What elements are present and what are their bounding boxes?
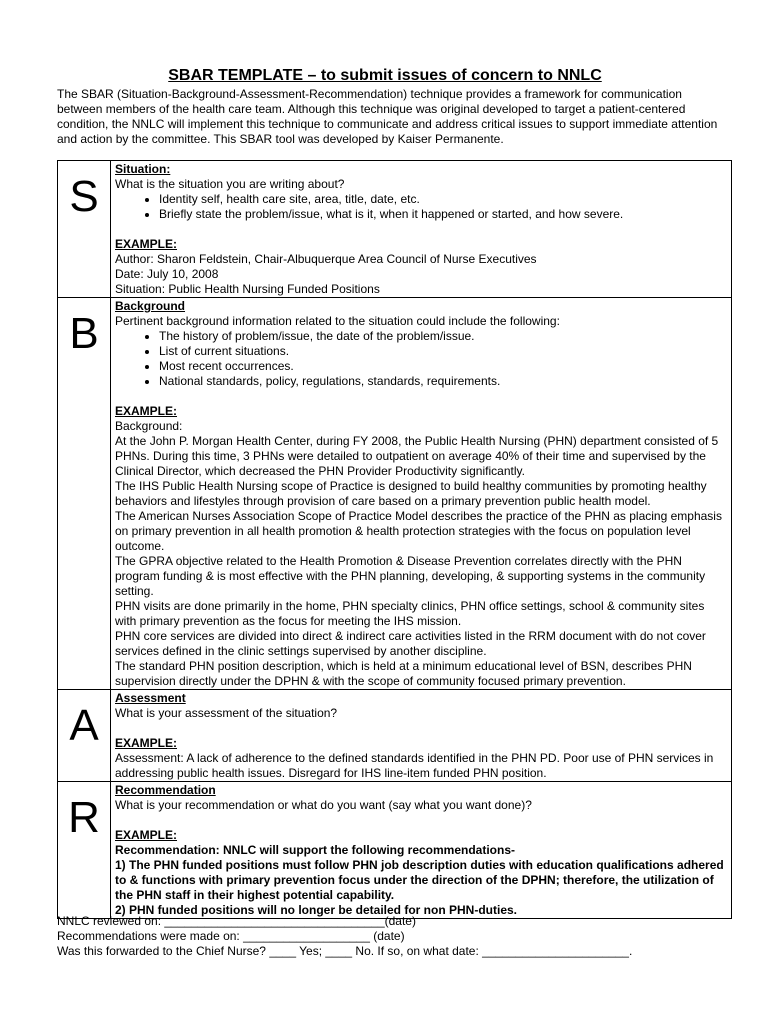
situation-question: What is the situation you are writing about?	[115, 177, 345, 191]
list-item: • List of current situations.	[159, 344, 727, 359]
assessment-letter: A	[58, 690, 111, 782]
situation-example-line: Situation: Public Health Nursing Funded Positions	[115, 282, 380, 296]
situation-heading: Situation:	[115, 162, 171, 176]
background-example-line: The standard PHN position description, which is held at a minimum educational level of BSN, describes PHN supervision directly under the DPHN & with the scope of community focused primary prevention.	[115, 659, 692, 688]
background-example-line: The IHS Public Health Nursing scope of Practice is designed to build healthy communities by promoting healthy behaviors and lifestyles through provision of care based on a primary prevention public health model.	[115, 479, 707, 508]
background-content	[111, 298, 732, 690]
situation-content	[111, 161, 732, 298]
list-item: • National standards, policy, regulations, standards, requirements.	[159, 374, 727, 389]
background-example-label: EXAMPLE:	[115, 404, 178, 418]
reviewed-on-line: NNLC reviewed on: _________________________________(date)	[57, 914, 416, 928]
situation-example-line: Author: Sharon Feldstein, Chair-Albuquerque Area Council of Nurse Executives	[115, 252, 537, 266]
sbar-table	[57, 160, 732, 919]
recommendation-content	[111, 782, 732, 919]
background-question: Pertinent background information related to the situation could include the following:	[115, 314, 560, 328]
recommendation-row	[58, 782, 732, 919]
background-example-line: At the John P. Morgan Health Center, during FY 2008, the Public Health Nursing (PHN) department consisted of 5 PHNs. During this time, 3 PHNs were detailed to outpatient on average 40% of their time and supervised by the Clinical Director, which decreased the PHN Provider Productivity significantly.	[115, 434, 719, 478]
background-heading: Background	[115, 299, 186, 313]
background-bullets	[115, 329, 727, 389]
background-example-line: The GPRA objective related to the Health Promotion & Disease Prevention correlates directly with the PHN program funding & is most effective with the PHN planning, developing, & supporting systems in the community setting.	[115, 554, 706, 598]
recommendation-example-label: EXAMPLE:	[115, 828, 178, 842]
list-item: • The history of problem/issue, the date of the problem/issue.	[159, 329, 727, 344]
recommendation-heading: Recommendation	[115, 783, 216, 797]
background-letter: B	[58, 298, 111, 690]
page-title: SBAR TEMPLATE – to submit issues of concern to NNLC	[168, 67, 602, 84]
background-example-line: PHN core services are divided into direct & indirect care activities listed in the RRM document with do not cover services defined in the clinic settings supervised by another discipline.	[115, 629, 706, 658]
situation-letter: S	[58, 161, 111, 298]
recommendations-made-line: Recommendations were made on: ___________________ (date)	[57, 929, 405, 943]
assessment-heading: Assessment	[115, 691, 186, 705]
recommendation-example-line: 1) The PHN funded positions must follow PHN job description duties with education qualifications adhered to & functions with primary prevention focus under the direction of the DPHN; therefore, the utilization of the PHN staff in their highest potential capability.	[115, 858, 724, 902]
forwarded-line: Was this forwarded to the Chief Nurse? ____ Yes; ____ No. If so, on what date: ______________________.	[57, 944, 633, 958]
situation-row	[58, 161, 732, 298]
recommendation-example-line: 2) PHN funded positions will no longer be detailed for non PHN-duties.	[115, 903, 518, 917]
situation-example-line: Date: July 10, 2008	[115, 267, 219, 281]
recommendation-question: What is your recommendation or what do you want (say what you want done)?	[115, 798, 532, 812]
assessment-example-line: Assessment: A lack of adherence to the defined standards identified in the PHN PD. Poor use of PHN services in addressing public health issues. Disregard for IHS line-item funded PHN position.	[115, 751, 714, 780]
background-row	[58, 298, 732, 690]
list-item: • Identity self, health care site, area, title, date, etc.	[159, 192, 727, 207]
situation-bullets	[115, 192, 727, 222]
recommendation-letter: R	[58, 782, 111, 919]
intro-paragraph	[57, 87, 727, 147]
situation-example-label: EXAMPLE:	[115, 237, 178, 251]
review-footer	[57, 914, 737, 959]
background-example-line: The American Nurses Association Scope of Practice Model describes the practice of the PHN as placing emphasis on primary prevention in all health promotion & health protection strategies with the focus on population level outcome.	[115, 509, 722, 553]
intro-text: The SBAR (Situation-Background-Assessment-Recommendation) technique provides a framework for communication between members of the health care team. Although this technique was original developed to target a patient-centered condition, the NNLC will implement this technique to communicate and address critical issues to support immediate attention and action by the committee. This SBAR tool was developed by Kaiser Permanente.	[57, 87, 718, 146]
assessment-row	[58, 690, 732, 782]
background-example-line: Background:	[115, 419, 183, 433]
assessment-question: What is your assessment of the situation?	[115, 706, 338, 720]
background-example-line: PHN visits are done primarily in the home, PHN specialty clinics, PHN office settings, school & community sites with primary prevention as the focus for meeting the IHS mission.	[115, 599, 705, 628]
list-item: • Briefly state the problem/issue, what is it, when it happened or started, and how severe.	[159, 207, 727, 222]
list-item: • Most recent occurrences.	[159, 359, 727, 374]
assessment-example-label: EXAMPLE:	[115, 736, 178, 750]
recommendation-example-line: Recommendation: NNLC will support the following recommendations-	[115, 843, 516, 857]
assessment-content	[111, 690, 732, 782]
